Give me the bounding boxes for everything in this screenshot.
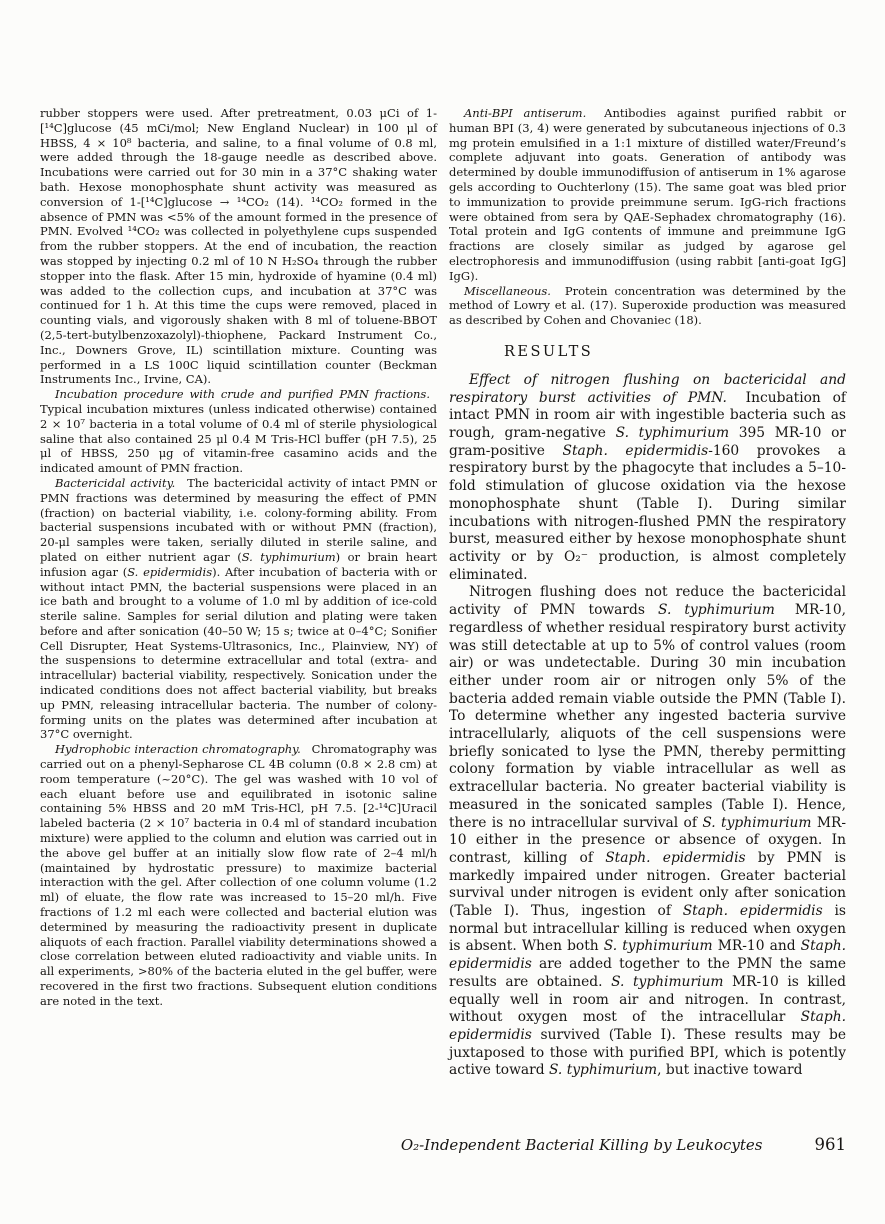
paragraph-methods-continuation: rubber stoppers were used. After pretreatment, 0.03 μCi of 1-[¹⁴C]glucose (45 mCi/mol; New England Nuclear) in 100 μl of HBSS, 4 × 10⁸ bacteria, and saline, to a final volume of 0.8 ml, were added through the 18-gauge needle as described above. Incubations were carried out for 30 min in a 37°C shaking water bath. Hexose monophosphate shunt activity was measured as conversion of 1-[¹⁴C]glucose → ¹⁴CO₂ (14). ¹⁴CO₂ formed in the absence of PMN was <5% of the amount formed in the presence of PMN. Evolved ¹⁴CO₂ was collected in polyethylene cups suspended from the rubber stoppers. At the end of incubation, the reaction was stopped by injecting 0.2 ml of 10 N H₂SO₄ through the rubber stopper into the flask. After 15 min, hydroxide of hyamine (0.4 ml) was added to the collection cups, and incubation at 37°C was continued for 1 h. At this time the cups were removed, placed in counting vials, and vigorously shaken with 8 ml of toluene-BBOT (2,5-tert-butylbenzoxazolyl)-thiophene, Packard Instrument Co., Inc., Downers Grove, IL) scintillation mixture. Counting was performed in a LS 100C liquid scintillation counter (Beckman Instruments Inc., Irvine, CA). xyxy=(40,106,437,387)
paragraph-nitrogen-flushing-effect: Effect of nitrogen flushing on bactericidal and respiratory burst activities of PMN. Incubation of intact PMN in room air with ingestible bacteria such as rough, gram-negative S. typhimurium 395 MR-10 or gram-positive Staph. epidermidis-160 provokes a respiratory burst by the phagocyte that includes a 5–10-fold stimulation of glucose oxidation via the hexose monophosphate shunt (Table I). During similar incubations with nitrogen-flushed PMN the respiratory burst, measured either by hexose monophosphate shunt activity or by O₂⁻ production, is almost completely eliminated. xyxy=(449,371,846,583)
running-title: O₂-Independent Bacterial Killing by Leukocytes xyxy=(400,1136,763,1154)
page-footer xyxy=(40,1135,846,1154)
paragraph-hydrophobic-chromatography: Hydrophobic interaction chromatography. Chromatography was carried out on a phenyl-Sepharose CL 4B column (0.8 × 2.8 cm) at room temperature (~20°C). The gel was washed with 10 vol of each eluant before use and equilibrated in isotonic saline containing 5% HBSS and 20 mM Tris-HCl, pH 7.5. [2-¹⁴C]Uracil labeled bacteria (2 × 10⁷ bacteria in 0.4 ml of standard incubation mixture) were applied to the column and elution was carried out in the above gel buffer at an initially slow flow rate of 2–4 ml/h (maintained by hydrostatic pressure) to maximize bacterial interaction with the gel. After collection of one column volume (1.2 ml) of eluate, the flow rate was increased to 15–20 ml/h. Five fractions of 1.2 ml each were collected and bacterial elution was determined by measuring the radioactivity present in duplicate aliquots of each fraction. Parallel viability determinations showed a close correlation between eluted radioactivity and viable units. In all experiments, >80% of the bacteria eluted in the gel buffer, were recovered in the first two fractions. Subsequent elution conditions are noted in the text. xyxy=(40,742,437,1008)
paragraph-anti-bpi-antiserum: Anti-BPI antiserum. Antibodies against purified rabbit or human BPI (3, 4) were generated by subcutaneous injections of 0.3 mg protein emulsified in a 1:1 mixture of distilled water/Freund’s complete adjuvant into goats. Generation of antibody was determined by double immunodiffusion of antiserum in 1% agarose gels according to Ouchterlony (15). The same goat was bled prior to immunization to provide preimmune serum. IgG-rich fractions were obtained from sera by QAE-Sephadex chromatography (16). Total protein and IgG contents of immune and preimmune IgG fractions are closely similar as judged by agarose gel electrophoresis and immunodiffusion (using rabbit [anti-goat IgG] IgG). xyxy=(449,106,846,283)
paragraph-miscellaneous: Miscellaneous. Protein concentration was determined by the method of Lowry et al. (17). Superoxide production was measured as described by Cohen and Chovaniec (18). xyxy=(449,283,846,328)
page-number: 961 xyxy=(814,1135,846,1154)
right-methods-block xyxy=(449,106,846,328)
results-section-heading: RESULTS xyxy=(504,343,594,360)
left-column xyxy=(40,106,437,1080)
paragraph-bactericidal-activity: Bactericidal activity. The bactericidal activity of intact PMN or PMN fractions was determined by measuring the effect of PMN (fraction) on bacterial viability, i.e. colony-forming ability. From bacterial suspensions incubated with or without PMN (fraction), 20-μl samples were taken, serially diluted in sterile saline, and plated on either nutrient agar (S. typhimurium) or brain heart infusion agar (S. epidermidis). After incubation of bacteria with or without intact PMN, the bacterial suspensions were placed in an ice bath and brought to a volume of 1.0 ml by addition of ice-cold sterile saline. Samples for serial dilution and plating were taken before and after sonication (40–50 W; 15 s; twice at 0–4°C; Sonifier Cell Disrupter, Heat Systems-Ultrasonics, Inc., Plainview, NY) of the suspensions to determine extracellular and total (extra- and intracellular) bacterial viability, respectively. Sonication under the indicated conditions does not affect bacterial viability, but breaks up PMN, releasing intracellular bacteria. The number of colony-forming units on the plates was determined after incubation at 37°C overnight. xyxy=(40,475,438,742)
results-body xyxy=(449,372,846,1080)
text-columns xyxy=(40,106,846,1080)
paragraph-nitrogen-bactericidal-activity: Nitrogen flushing does not reduce the bactericidal activity of PMN towards S. typhimurium MR-10, regardless of whether residual respiratory burst activity was still detectable at up to 5% of control values (room air) or was undetectable. During 30 min incubation either under room air or nitrogen only 5% of the bacteria added remain viable outside the PMN (Table I). To determine whether any ingested bacteria survive intracellularly, aliquots of the cell suspensions were briefly sonicated to lyse the PMN, thereby permitting colony formation by viable intracellular as well as extracellular bacteria. No greater bacterial viability is measured in the sonicated samples (Table I). Hence, there is no intracellular survival of S. typhimurium MR-10 either in the presence or absence of oxygen. In contrast, killing of Staph. epidermidis by PMN is markedly impaired under nitrogen. Greater bacterial survival under nitrogen is evident only after sonication (Table I). Thus, ingestion of Staph. epidermidis is normal but intracellular killing is reduced when oxygen is absent. When both S. typhimurium MR-10 and Staph. epidermidis are added together to the PMN the same results are obtained. S. typhimurium MR-10 is killed equally well in room air and nitrogen. In contrast, without oxygen most of the intracellular Staph. epidermidis survived (Table I). These results may be juxtaposed to those with purified BPI, which is potently active toward S. typhimurium, but inactive toward xyxy=(449,584,846,1079)
paragraph-incubation-procedure: Incubation procedure with crude and purified PMN fractions. Typical incubation mixtures (unless indicated otherwise) contained 2 × 10⁷ bacteria in a total volume of 0.4 ml of sterile physiological saline that also contained 25 μl 0.4 M Tris-HCl buffer (pH 7.5), 25 μl of HBSS, 250 μg of vitamin-free casamino acids and the indicated amount of PMN fraction. xyxy=(40,387,437,476)
right-column xyxy=(449,106,846,1080)
